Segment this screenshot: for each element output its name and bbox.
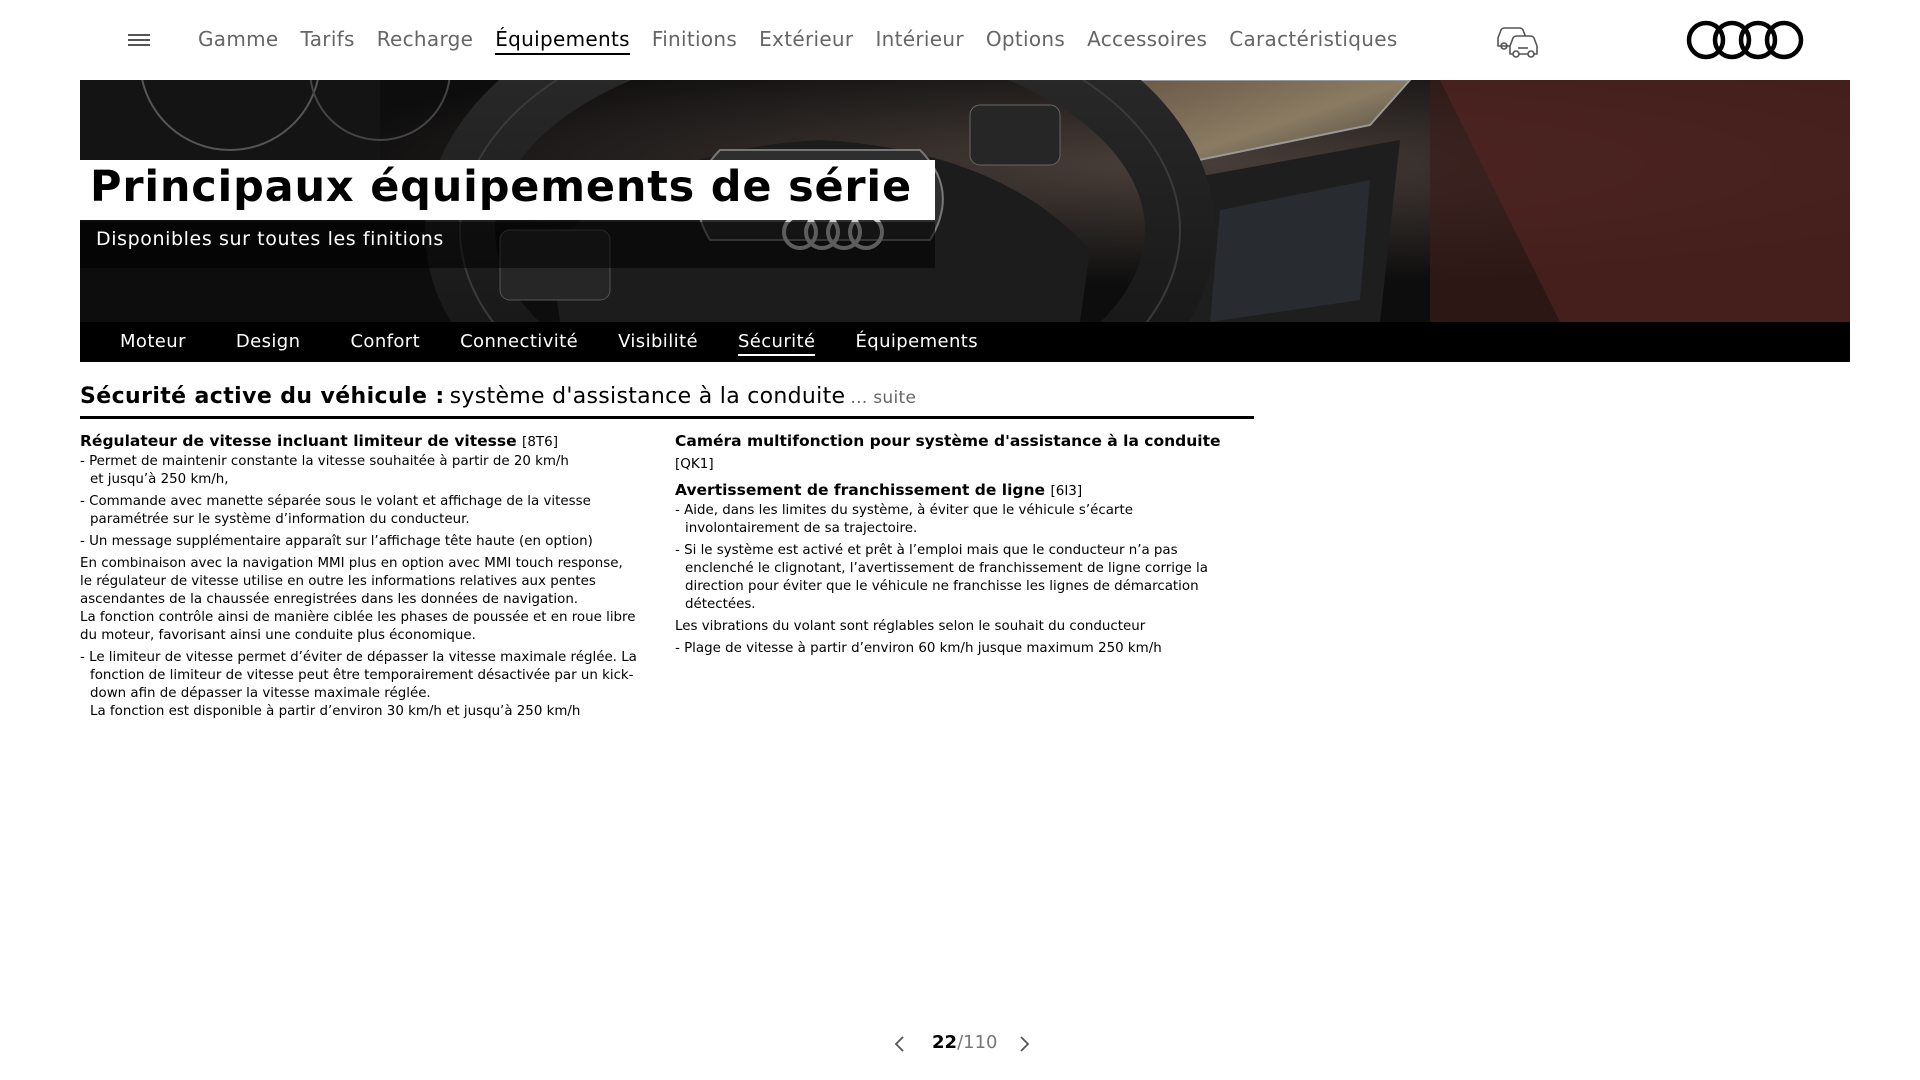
feature-code: [QK1] [675,456,714,472]
nav-link-tarifs[interactable]: Tarifs [300,27,355,51]
feature-title [675,430,1255,475]
feature-code: [6I3] [1050,483,1083,499]
tab-securite[interactable]: Sécurité [738,330,816,356]
hamburger-icon[interactable] [128,32,150,48]
nav-link-accessoires[interactable]: Accessoires [1087,27,1208,51]
feature-title-text: Caméra multifonction pour système d'assistance à la conduite [675,432,1221,450]
car-compare-icon[interactable] [1494,18,1540,62]
bullet-item: - Aide, dans les limites du système, à éviter que le véhicule s’écarte involontairement de sa trajectoire. [675,503,1133,536]
nav-link-finitions[interactable]: Finitions [651,27,738,51]
bullet-item: - Commande avec manette séparée sous le volant et affichage de la vitesse paramétrée sur le système d’information du conducteur. [80,494,591,527]
category-tabs [120,330,978,356]
page-title: Principaux équipements de série [90,162,912,212]
feature-title-text: Avertissement de franchissement de ligne [675,481,1046,499]
top-navigation [0,0,1920,80]
nav-link-interieur[interactable]: Intérieur [875,27,964,51]
nav-link-recharge[interactable]: Recharge [376,27,474,51]
paragraph: En combinaison avec la navigation MMI plus en option avec MMI touch response, le régulateur de vitesse utilise en outre les informations relatives aux pentes ascendantes de la chaussée enregistrées dans les données de navigation. La fonction contrôle ainsi de manière ciblée les phases de poussée et en roue libre du moteur, favorisant ainsi une conduite plus économique. [80,556,636,643]
feature-title [80,430,650,453]
bullet-item: - Plage de vitesse à partir d’environ 60 km/h jusque maximum 250 km/h [675,641,1162,656]
nav-link-exterieur[interactable]: Extérieur [759,27,854,51]
audi-rings-logo[interactable] [1686,18,1804,62]
chevron-right-icon[interactable] [1016,1034,1032,1054]
tab-design[interactable]: Design [235,331,301,352]
bullet-item: - Si le système est activé et prêt à l’emploi mais que le conducteur n’a pas enclenché le clignotant, l’avertissement de franchissement de ligne corrige la direction pour éviter que le véhicule ne franchisse les lignes de démarcation détectées. [675,543,1208,612]
bullet-item: - Permet de maintenir constante la vitesse souhaitée à partir de 20 km/h et jusqu’à 250 km/h, [80,454,569,487]
tab-confort[interactable]: Confort [350,331,421,352]
current-page: 22 [932,1032,958,1053]
pagination [892,1030,1042,1058]
bullet-item: - Le limiteur de vitesse permet d’éviter de dépasser la vitesse maximale réglée. La fonction de limiteur de vitesse peut être temporairement désactivée par un kick- down afin de dépasser la vitesse maximale réglée. La fonction est disponible à partir d’environ 30 km/h et jusqu’à 250 km/h [80,650,637,719]
section-title-bold: Sécurité active du véhicule : [80,384,445,409]
section-title-rest: système d'assistance à la conduite [449,384,846,409]
left-content-column [80,428,650,725]
nav-link-gamme[interactable]: Gamme [198,27,279,51]
paragraph: Les vibrations du volant sont réglables selon le souhait du conducteur [675,619,1146,634]
feature-title-text: Régulateur de vitesse incluant limiteur de vitesse [80,432,517,450]
bullet-item: - Un message supplémentaire apparaît sur l’affichage tête haute (en option) [80,534,593,549]
feature-code: [8T6] [522,434,559,450]
feature-title [675,479,1255,502]
main-nav-links [198,26,1398,55]
nav-link-caracteristiques[interactable]: Caractéristiques [1229,27,1398,51]
tab-moteur[interactable]: Moteur [120,331,186,352]
section-suite-label: ... suite [850,388,917,408]
total-pages: /110 [957,1032,998,1053]
chevron-left-icon[interactable] [892,1034,908,1054]
tab-equipements[interactable]: Équipements [855,331,979,352]
section-heading [80,384,1254,419]
tab-visibilite[interactable]: Visibilité [618,331,698,352]
nav-link-options[interactable]: Options [985,27,1066,51]
page-indicator [932,1032,997,1053]
page-subtitle: Disponibles sur toutes les finitions [96,228,444,250]
tab-connectivite[interactable]: Connectivité [460,331,579,352]
right-content-column [675,428,1255,662]
hero-banner [80,80,1850,362]
nav-link-equipements[interactable]: Équipements [495,26,630,55]
